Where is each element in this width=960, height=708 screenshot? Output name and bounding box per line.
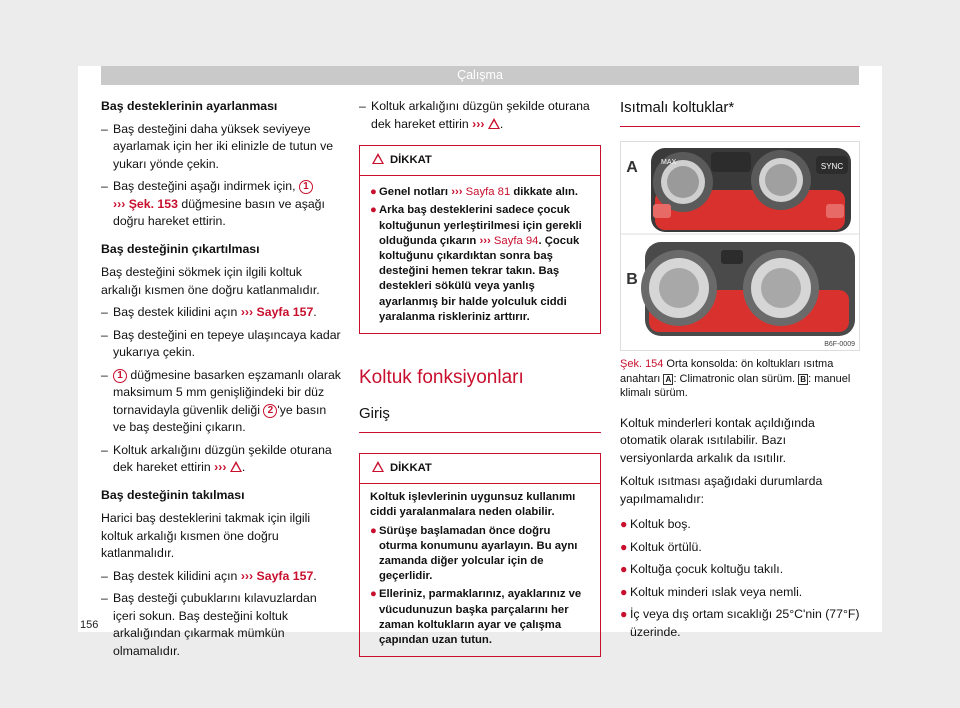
warning-box (359, 145, 601, 334)
list-item: – Koltuk arkalığını düzgün şekilde oturana dek hareket ettirin ››› . (359, 99, 590, 131)
page-header: Çalışma (101, 66, 859, 85)
list-item: ● Koltuğa çocuk koltuğu takılı. (620, 562, 784, 576)
warning-box-header: DİKKAT (360, 146, 600, 176)
list-item: – Baş destek kilidini açın ››› Sayfa 157. (101, 305, 317, 319)
link-fig-153[interactable]: Şek. 153 (128, 196, 178, 211)
page-number: 156 (80, 619, 99, 631)
list-item: – Baş desteğini daha yüksek seviyeye ayarlamak için her iki elinizle de tutun ve yukarı yönde çekin. (101, 121, 334, 171)
list-item: ● Elleriniz, parmaklarınız, ayaklarınız ve vücudunuzun başka parçalarını her zaman koltukların ayar ve çalışma çapından uzan tutun. (370, 588, 582, 647)
list-item: – Baş desteği çubuklarını kılavuzlardan içeri sokun. Baş desteğini koltuk arkalığından çıkarmak mümkün olmamalıdır. (101, 591, 317, 658)
list-item: – 1 düğmesine basarken eşzamanlı olarak maksimum 5 mm genişliğindeki bir düz tornavidayla güvenlik deliği 2 'ye basın ve baş desteğini çıkarın. (101, 367, 341, 434)
seat-heating-illustration (621, 142, 859, 350)
heading-remove-headrest: Baş desteğinin çıkartılması (101, 241, 260, 256)
panel-b (641, 242, 855, 336)
warning-icon (230, 461, 242, 472)
list-item: ● Koltuk boş. (620, 517, 691, 531)
callout-2: 2 (263, 404, 277, 418)
figure-seat-heating-controls (620, 141, 860, 351)
section-title-heated-seats: Isıtmalı koltuklar* (620, 98, 860, 127)
column-1 (101, 98, 341, 660)
callout-1: 1 (113, 369, 127, 383)
heading-adjust-headrest: Baş desteklerinin ayarlanması (101, 99, 278, 113)
svg-text:B6F-0009: B6F-0009 (824, 341, 855, 348)
svg-text:MAX: MAX (661, 159, 677, 166)
list-item: – Baş desteğini en tepeye ulaşıncaya kadar yukarıya çekin. (101, 327, 341, 359)
list-item: ● Koltuk örtülü. (620, 539, 702, 554)
paragraph: Koltuk minderleri kontak açıldığında otomatik olarak ısıtılabilir. Bazı versiyonlarda arkalık da ısıtılır. (620, 415, 815, 465)
callout-1: 1 (299, 180, 313, 194)
warning-intro: Koltuk işlevlerinin uygunsuz kullanımı ciddi yaralanmalara neden olabilir. (370, 491, 576, 519)
list-item: ● Genel notları ››› Sayfa 81 dikkate alın. (370, 186, 579, 199)
link-page-157[interactable]: Sayfa 157 (256, 568, 314, 583)
list-item: – Baş destek kilidini açın ››› Sayfa 157. (101, 568, 317, 583)
link-page-81[interactable]: Sayfa 81 (465, 186, 511, 199)
heading-install-headrest: Baş desteğinin takılması (101, 487, 245, 502)
section-title: Koltuk fonksiyonları (359, 367, 524, 389)
warning-box (359, 453, 601, 657)
list-item: ● Koltuk minderi ıslak veya nemli. (620, 584, 803, 599)
list-item: ● Arka baş desteklerini sadece çocuk koltuğunun yerleştirilmesi için gerekli olduğunda çıkarın ››› Sayfa 94. Çocuk koltuğunu çıkardıktan sonra baş desteğini hemen tekrar takın. Baş destekleri sökülü veya yanlış ayarlanmış bir halde yolculuk ciddi yaralanma riskleriniz arttırır. (370, 204, 582, 323)
figure-caption: Şek. 154 Orta konsolda: ön koltukları ısıtma anahtarı A : Climatronic olan sürüm. B : manuel klimalı sürüm. (620, 358, 851, 399)
paragraph: Baş desteğini sökmek için ilgili koltuk arkalığı kısmen öne doğru katlanmalıdır. (101, 265, 320, 297)
warning-icon (488, 118, 500, 129)
list-item: – Baş desteğini aşağı indirmek için, 1 ››› Şek. 153 düğmesine basın ve aşağı doğru hareket ettirin. (101, 179, 325, 228)
warning-icon (372, 153, 384, 164)
panel-a (651, 148, 851, 232)
paragraph: Harici baş desteklerini takmak için ilgili koltuk arkalığı kısmen öne doğru katlanmalıdır. (101, 511, 311, 560)
svg-text:A: A (626, 159, 638, 176)
list-item: – Koltuk arkalığını düzgün şekilde oturana dek hareket ettirin ››› . (101, 442, 332, 474)
link-page-94[interactable]: Sayfa 94 (493, 234, 539, 247)
svg-text:B: B (626, 271, 638, 288)
warning-icon (372, 461, 384, 472)
column-2 (359, 98, 601, 657)
svg-text:SYNC: SYNC (820, 162, 844, 171)
list-item: ● Sürüşe başlamadan önce doğru oturma konumunu ayarlayın. Bu aynı zamanda diğer yolcular için de geçerlidir. (370, 524, 578, 583)
paragraph: Koltuk ısıtması aşağıdaki durumlarda yapılmamalıdır: (620, 474, 823, 506)
column-3 (620, 98, 860, 641)
warning-box-header: DİKKAT (360, 454, 600, 484)
list-item: ● İç veya dış ortam sıcaklığı 25°C'nin (77°F) üzerinde. (620, 607, 860, 639)
link-page-157[interactable]: Sayfa 157 (256, 305, 314, 319)
subsection-title: Giriş (359, 404, 601, 433)
